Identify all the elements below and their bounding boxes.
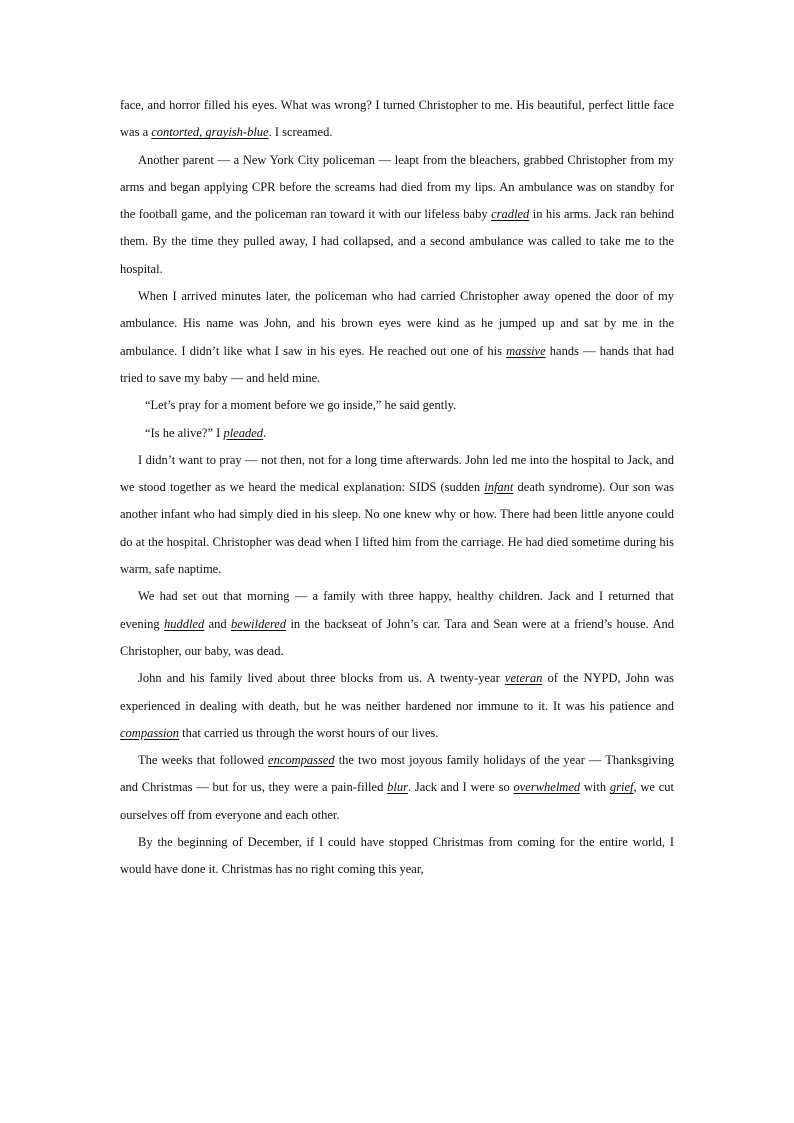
vocab-word-encompassed: encompassed	[268, 753, 335, 768]
paragraph-2	[120, 283, 674, 392]
text-segment: death syndrome). Our son was another infant who had simply died in his sleep. No one knew why or how. There had been little anyone could do at the hospital. Christopher was dead when I lifted him from the carriage. He had died sometime during his warm, safe naptime.	[120, 480, 674, 577]
text-segment: Another parent — a New York City policeman — leapt from the bleachers, grabbed Christopher from my arms and began applying CPR before the screams had died from my lips. An ambulance was on standby for the football game, and the policeman ran toward it with our lifeless baby	[120, 152, 674, 222]
text-segment: .	[263, 425, 267, 440]
vocab-word-huddled: huddled	[163, 616, 205, 631]
text-segment: . I screamed.	[268, 125, 333, 140]
vocab-word-veteran: veteran	[504, 671, 543, 686]
text-segment: When I arrived minutes later, the policeman who had carried Christopher away opened the door of my ambulance. His name was John, and his brown eyes were kind as he jumped up and sat by me in the ambulance. I didn’t like what I saw in his eyes. He reached out one of his	[120, 289, 674, 358]
paragraph-0	[120, 92, 674, 147]
vocab-word-massive: massive	[506, 343, 546, 358]
vocab-word-grief: grief	[609, 780, 634, 795]
text-segment: hands — hands that had tried to save my baby — and held mine.	[120, 343, 674, 385]
vocab-word-compassion: compassion	[120, 725, 180, 740]
text-segment: “Let’s pray for a moment before we go inside,” he said gently.	[145, 398, 457, 413]
text-segment: We had set out that morning — a family with three happy, healthy children. Jack and I returned that evening	[120, 589, 674, 631]
vocab-word-contorted-grayish-blue: contorted, grayish-blue	[151, 125, 269, 140]
text-segment: face, and horror filled his eyes. What was wrong? I turned Christopher to me. His beautiful, perfect little face was a	[120, 98, 674, 140]
text-segment: “Is he alive?” I	[145, 425, 224, 440]
text-segment: The weeks that followed	[138, 753, 269, 768]
paragraph-1	[120, 147, 674, 283]
text-segment: I didn’t want to pray — not then, not for a long time afterwards. John led me into the hospital to Jack, and we stood together as we heard the medical explanation: SIDS (sudden	[120, 452, 674, 495]
vocab-word-cradled: cradled	[491, 207, 530, 222]
paragraph-6	[120, 583, 674, 665]
text-segment: with	[580, 780, 610, 795]
vocab-word-bewildered: bewildered	[231, 616, 287, 631]
text-segment: in his arms. Jack ran behind them. By the time they pulled away, I had collapsed, and a second ambulance was called to take me to the hospital.	[120, 207, 674, 276]
text-segment: in the backseat of John’s car. Tara and Sean were at a friend’s house. And Christopher, our baby, was dead.	[120, 616, 674, 658]
text-segment: By the beginning of December, if I could have stopped Christmas from coming for the entire world, I would have done it. Christmas has no right coming this year,	[120, 835, 674, 877]
paragraph-4-dialog	[120, 420, 674, 447]
paragraph-3-dialog	[120, 392, 674, 419]
text-segment: , we cut ourselves off from everyone and each other.	[120, 780, 674, 822]
text-segment: John and his family lived about three blocks from us. A twenty-year	[138, 671, 505, 686]
vocab-word-blur: blur	[387, 780, 408, 795]
text-segment: that carried us through the worst hours of our lives.	[179, 725, 439, 740]
paragraph-9	[120, 829, 674, 884]
vocab-word-pleaded: pleaded	[223, 425, 264, 440]
paragraph-7	[120, 665, 674, 747]
text-segment: the two most joyous family holidays of the year — Thanksgiving and Christmas — but for us, they were a pain-filled	[120, 753, 674, 795]
document-page	[120, 92, 674, 884]
text-segment: of the NYPD, John was experienced in dealing with death, but he was neither hardened nor immune to it. It was his patience and	[120, 671, 674, 713]
vocab-word-infant: infant	[484, 480, 514, 495]
text-segment: . Jack and I were so	[407, 780, 514, 795]
paragraph-5	[120, 447, 674, 583]
text-segment: and	[204, 616, 232, 631]
vocab-word-overwhelmed: overwhelmed	[513, 780, 581, 795]
paragraph-8	[120, 747, 674, 829]
